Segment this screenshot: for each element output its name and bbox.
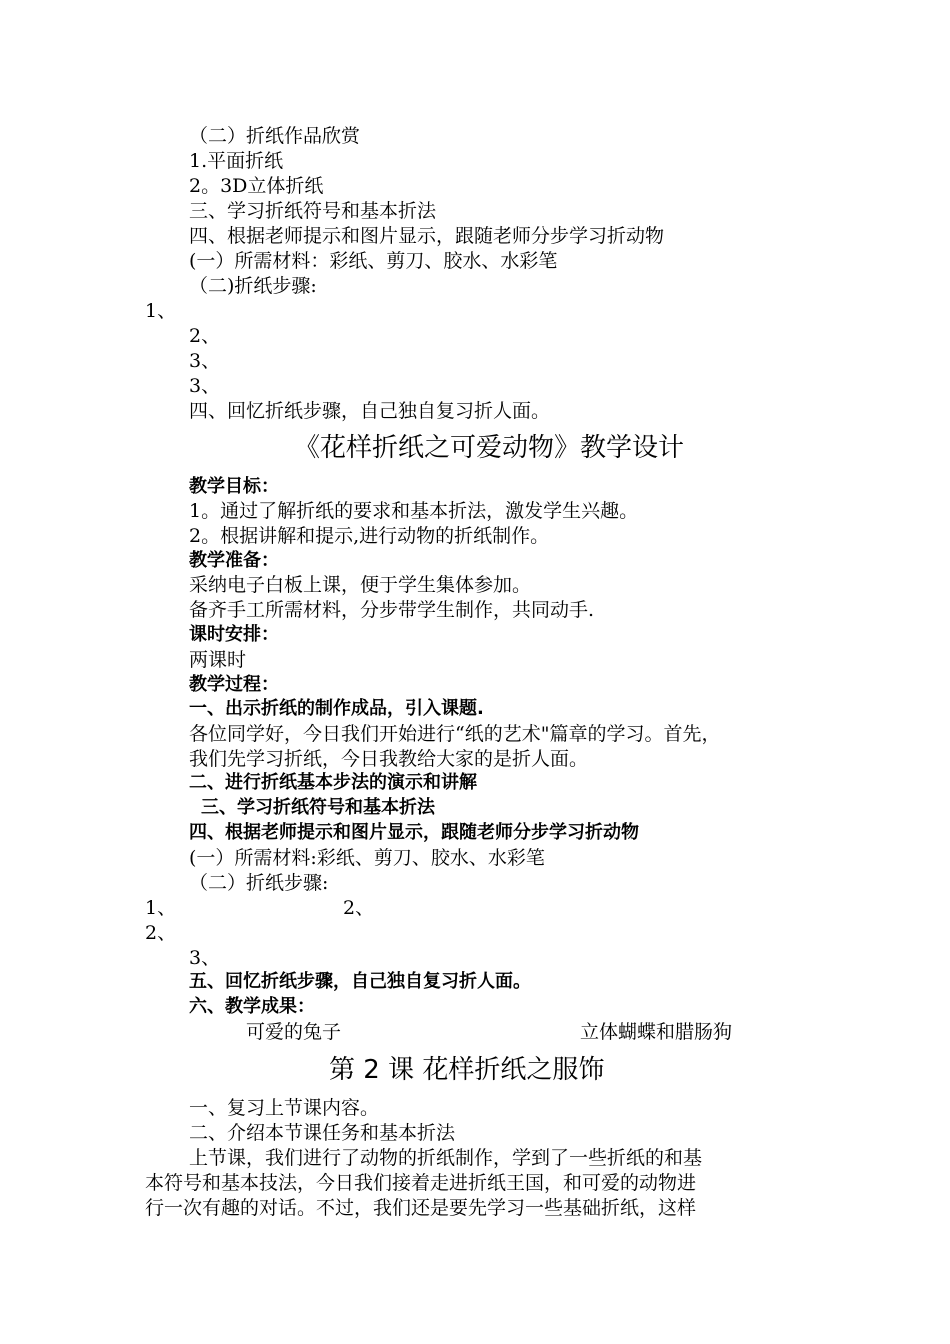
section-heading: 教学过程：	[189, 674, 279, 695]
text-line: 1。通过了解折纸的要求和基本折法，激发学生兴趣。	[189, 500, 639, 522]
step-number: 1、	[145, 897, 177, 919]
text-line: 备齐手工所需材料，分步带学生制作，共同动手.	[189, 599, 595, 621]
text-line: (一）所需材料:彩纸、剪刀、胶水、水彩笔	[189, 847, 545, 869]
step-number: 2、	[343, 897, 375, 919]
lesson-title: 第 2 课 花样折纸之服饰	[329, 1055, 605, 1085]
text-line: 1.平面折纸	[189, 150, 284, 172]
step-number: 2、	[189, 325, 221, 347]
step-number: 1、	[145, 300, 177, 322]
text-line: 四、根据老师提示和图片显示，跟随老师分步学习折动物	[189, 225, 665, 247]
text-line: (一）所需材料：彩纸、剪刀、胶水、水彩笔	[189, 250, 558, 272]
section-heading: 六、教学成果：	[189, 996, 315, 1017]
step-number: 3、	[189, 375, 221, 397]
text-line: 两课时	[189, 649, 247, 671]
text-line: 2。3D立体折纸	[189, 175, 324, 197]
caption-left: 可爱的兔子	[246, 1021, 342, 1043]
section-heading: 二、进行折纸基本步法的演示和讲解	[189, 772, 477, 793]
section-heading: 教学准备：	[189, 550, 279, 571]
section-heading: 课时安排：	[189, 624, 279, 645]
text-line: 上节课，我们进行了动物的折纸制作，学到了一些折纸的和基	[189, 1147, 703, 1169]
text-line: 2。根据讲解和提示,进行动物的折纸制作。	[189, 525, 550, 547]
text-line: 一、复习上节课内容。	[189, 1097, 380, 1119]
section-heading: 四、根据老师提示和图片显示，跟随老师分步学习折动物	[189, 822, 639, 843]
text-line: （二）折纸步骤:	[189, 872, 329, 894]
text-line: 我们先学习折纸，今日我教给大家的是折人面。	[189, 748, 589, 770]
step-number: 3、	[189, 947, 221, 969]
section-heading: 三、学习折纸符号和基本折法	[201, 797, 435, 818]
step-number: 2、	[145, 922, 177, 944]
section-heading: 教学目标：	[189, 476, 279, 497]
text-line: （二）折纸作品欣赏	[189, 125, 361, 147]
text-line: （二)折纸步骤:	[189, 275, 317, 297]
text-line: 本符号和基本技法，今日我们接着走进折纸王国，和可爱的动物进	[145, 1172, 697, 1194]
text-line: 各位同学好，今日我们开始进行“纸的艺术"篇章的学习。首先，	[189, 723, 721, 745]
caption-right: 立体蝴蝶和腊肠狗	[580, 1021, 733, 1043]
text-line: 行一次有趣的对话。不过，我们还是要先学习一些基础折纸，这样	[145, 1197, 697, 1219]
section-heading: 一、出示折纸的制作成品，引入课题.	[189, 698, 484, 719]
text-line: 三、学习折纸符号和基本折法	[189, 200, 437, 222]
text-line: 采纳电子白板上课，便于学生集体参加。	[189, 574, 532, 596]
step-number: 3、	[189, 350, 221, 372]
lesson-title: 《花样折纸之可爱动物》教学设计	[294, 433, 685, 463]
text-line: 二、介绍本节课任务和基本折法	[189, 1122, 456, 1144]
section-heading: 五、回忆折纸步骤，自己独自复习折人面。	[189, 971, 531, 992]
text-line: 四、回忆折纸步骤，自己独自复习折人面。	[189, 400, 551, 422]
